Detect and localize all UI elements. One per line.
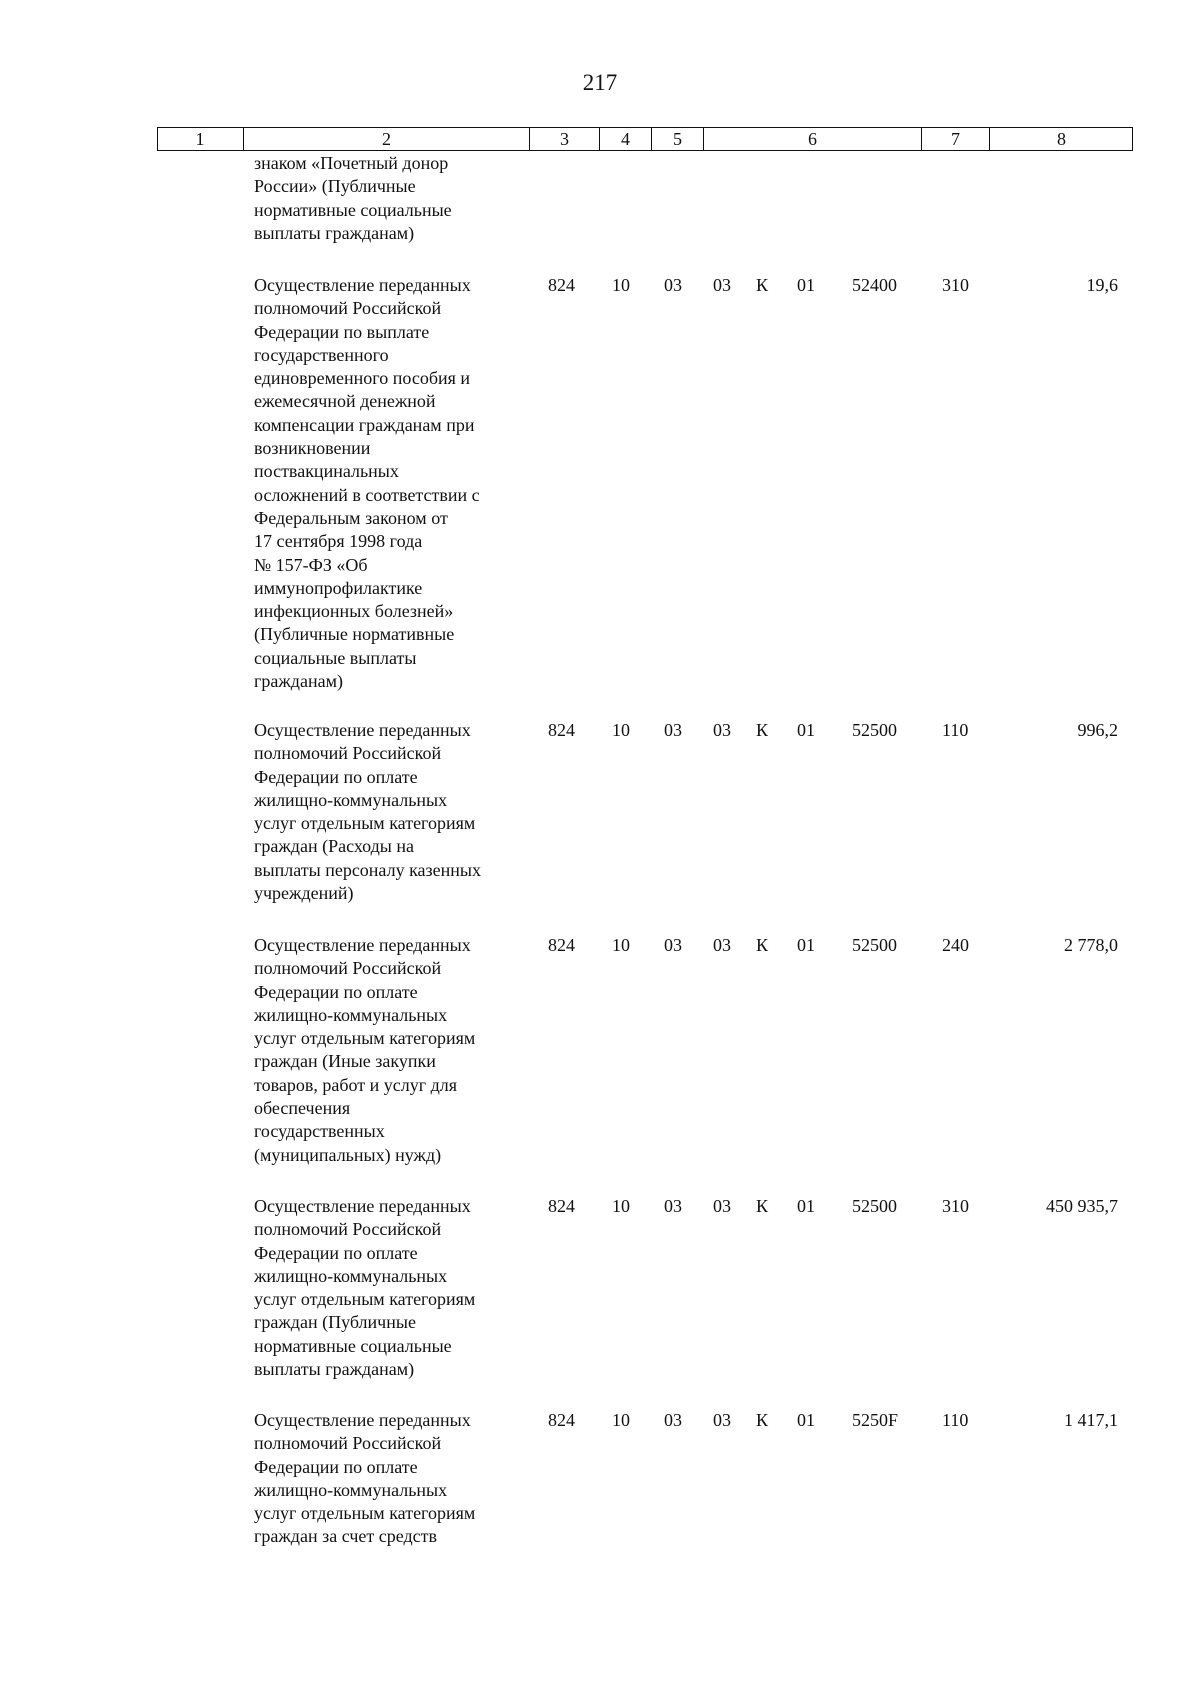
col-6-part-d: 52500 — [852, 935, 897, 955]
col-3-value: 824 — [548, 1410, 575, 1430]
col-4-value: 10 — [612, 275, 630, 295]
col-6-part-a: 03 — [713, 275, 731, 295]
col-7-value: 310 — [942, 275, 969, 295]
page-number: 217 — [582, 70, 618, 95]
header-col-8: 8 — [1057, 129, 1066, 149]
col-6-part-a: 03 — [713, 935, 731, 955]
row-description: Осуществление переданных полномочий Российской Федерации по оплате жилищно-коммунальных услуг отдельным категориям граждан (Публичные нормативные социальные выплаты гражданам) — [254, 1196, 476, 1380]
col-8-amount: 996,2 — [1077, 720, 1118, 740]
row-description: Осуществление переданных полномочий Российской Федерации по оплате жилищно-коммунальных услуг отдельным категориям граждан (Расходы на выплаты персоналу казенных учреждений) — [254, 720, 481, 904]
col-3-value: 824 — [548, 275, 575, 295]
col-4-value: 10 — [612, 720, 630, 740]
col-5-value: 03 — [664, 275, 682, 295]
col-6-part-c: 01 — [797, 1196, 815, 1216]
header-col-3: 3 — [530, 127, 600, 151]
col-6-part-d: 52500 — [852, 1196, 897, 1216]
col-7-value: 110 — [942, 1410, 969, 1430]
col-7-value: 240 — [942, 935, 969, 955]
col-5-value: 03 — [664, 935, 682, 955]
header-col-5: 5 — [652, 127, 704, 151]
col-5-value: 03 — [664, 1196, 682, 1216]
col-6-part-b: К — [756, 935, 769, 955]
col-8-amount: 19,6 — [1086, 275, 1118, 295]
col-8-amount: 2 778,0 — [1064, 935, 1118, 955]
col-6-part-c: 01 — [797, 1410, 815, 1430]
row-description: Осуществление переданных полномочий Российской Федерации по оплате жилищно-коммунальных услуг отдельным категориям граждан (Иные закупки товаров, работ и услуг для обеспечения государственных (муниципальных) нужд) — [254, 935, 476, 1165]
row-description: Осуществление переданных полномочий Российской Федерации по выплате государственного единовременного пособия и ежемесячной денежной компенсации гражданам при возникновении поствакцинальных осложнений в соответствии с Федеральным законом от 17 сентября 1998 года № 157-ФЗ «Об иммунопрофилактике инфекционных болезней» (Публичные нормативные социальные выплаты гражданам) — [254, 275, 480, 692]
col-4-value: 10 — [612, 935, 630, 955]
col-4-value: 10 — [612, 1196, 630, 1216]
col-8-amount: 450 935,7 — [1046, 1196, 1118, 1216]
header-col-7: 7 — [922, 127, 990, 151]
col-6-part-c: 01 — [797, 275, 815, 295]
col-4-value: 10 — [612, 1410, 630, 1430]
col-8-amount: 1 417,1 — [1064, 1410, 1118, 1430]
col-6-part-d: 5250F — [852, 1410, 899, 1430]
col-6-part-a: 03 — [713, 1196, 731, 1216]
col-6-part-b: К — [756, 720, 769, 740]
header-col-1: 1 — [157, 127, 244, 151]
row-description: Осуществление переданных полномочий Российской Федерации по оплате жилищно-коммунальных услуг отдельным категориям граждан за счет средств — [254, 1410, 476, 1547]
col-6-part-b: К — [756, 1196, 769, 1216]
header-col-4: 4 — [600, 127, 652, 151]
col-3-value: 824 — [548, 720, 575, 740]
col-6-part-b: К — [756, 275, 769, 295]
col-3-value: 824 — [548, 935, 575, 955]
col-5-value: 03 — [664, 720, 682, 740]
col-6-part-d: 52500 — [852, 720, 897, 740]
col-5-value: 03 — [664, 1410, 682, 1430]
col-6-part-a: 03 — [713, 1410, 731, 1430]
col-6-part-c: 01 — [797, 935, 815, 955]
col-7-value: 110 — [942, 720, 969, 740]
col-6-part-d: 52400 — [852, 275, 897, 295]
col-3-value: 824 — [548, 1196, 575, 1216]
col-6-part-c: 01 — [797, 720, 815, 740]
col-6-part-a: 03 — [713, 720, 731, 740]
header-col-2: 2 — [244, 127, 530, 151]
col-7-value: 310 — [942, 1196, 969, 1216]
header-col-6: 6 — [704, 127, 922, 151]
continued-description: знаком «Почетный донор России» (Публичные нормативные социальные выплаты гражданам) — [254, 153, 452, 243]
col-6-part-b: К — [756, 1410, 769, 1430]
